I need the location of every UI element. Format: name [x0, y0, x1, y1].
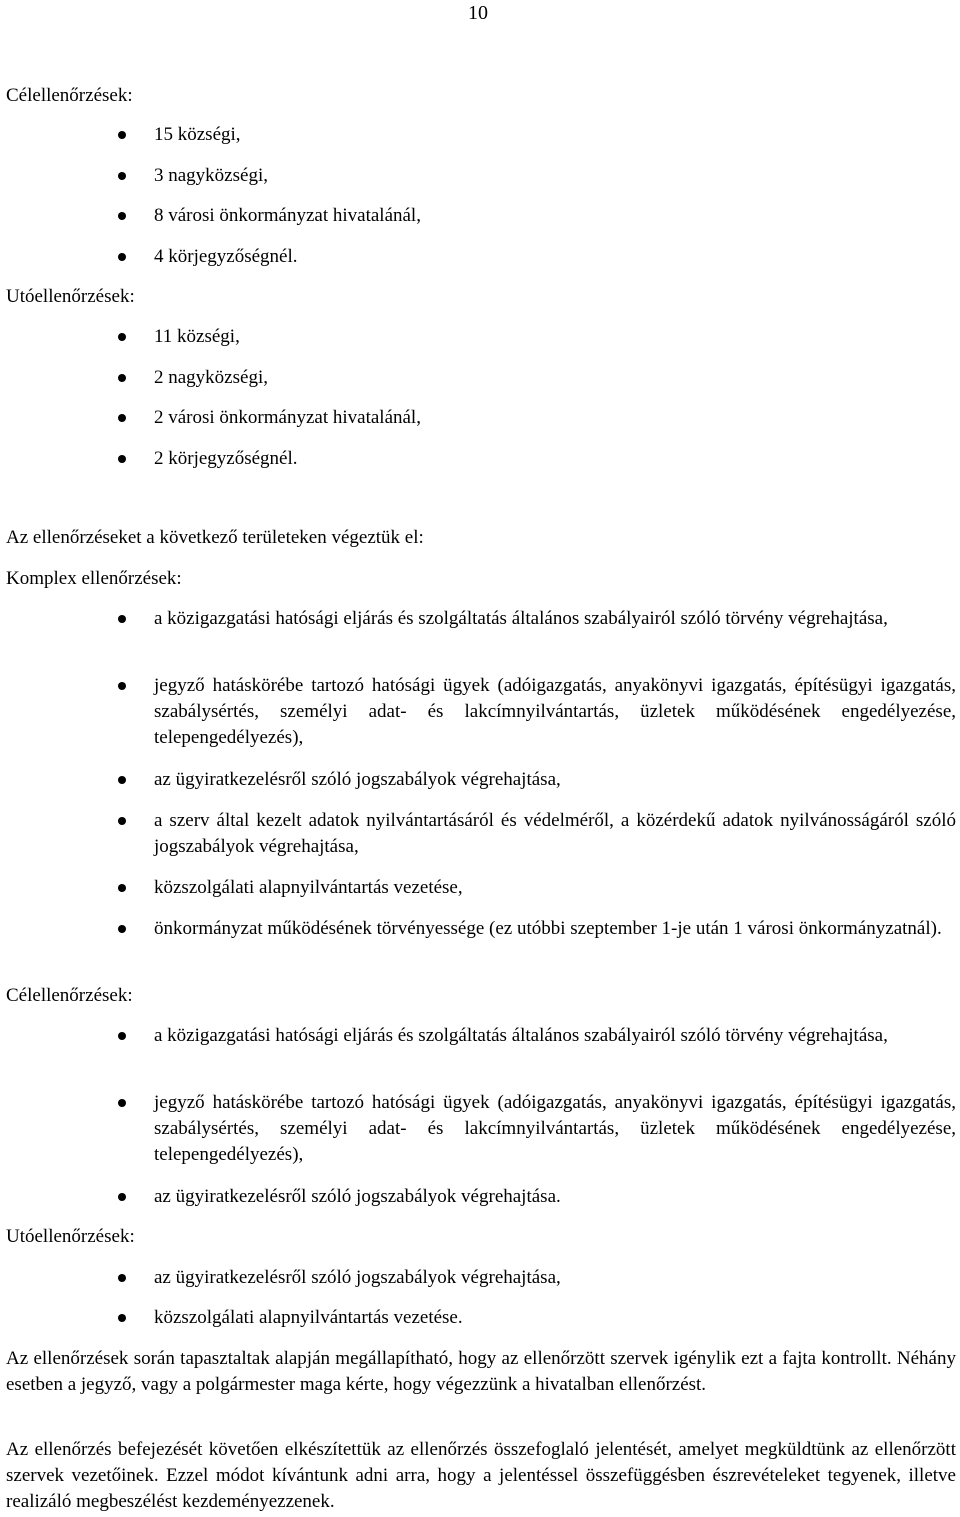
section-heading: Komplex ellenőrzések: — [6, 568, 182, 589]
bullet-icon — [118, 212, 126, 220]
summary-paragraph: Az ellenőrzés befejezését követően elkészítettük az ellenőrzés összefoglaló jelentését, amelyet megküldtünk az ellenőrzött szervek vezetőinek. Ezzel módot kívántunk adni arra, hogy a jelentéssel összefüggésben észrevételeket tegyenek, illetve realizáló megbeszélést kezdeményezzenek. — [6, 1439, 956, 1512]
section-heading: Utóellenőrzések: — [6, 1226, 135, 1247]
bullet-icon — [118, 1314, 126, 1322]
bullet-icon — [118, 172, 126, 180]
page-number: 10 — [468, 2, 488, 24]
bullet-icon — [118, 925, 126, 933]
bullet-icon — [118, 455, 126, 463]
bullet-icon — [118, 776, 126, 784]
bullet-icon — [118, 1193, 126, 1201]
bullet-icon — [118, 1032, 126, 1040]
bullet-icon — [118, 1099, 126, 1107]
bullet-icon — [118, 1274, 126, 1282]
bullet-icon — [118, 374, 126, 382]
summary-paragraph: Az ellenőrzések során tapasztaltak alapján megállapítható, hogy az ellenőrzött szervek igénylik ezt a fajta kontrollt. Néhány esetben a jegyző, vagy a polgármester maga kérte, hogy végezzünk a hivatalban ellenőrzést. — [6, 1348, 956, 1395]
bullet-icon — [118, 333, 126, 341]
section-heading: Utóellenőrzések: — [6, 286, 135, 307]
bullet-icon — [118, 131, 126, 139]
bullet-icon — [118, 884, 126, 892]
bullet-icon — [118, 414, 126, 422]
bullet-icon — [118, 253, 126, 261]
section-heading: Célellenőrzések: — [6, 85, 133, 106]
intro-text: Az ellenőrzéseket a következő területeken végeztük el: — [6, 527, 424, 548]
bullet-icon — [118, 817, 126, 825]
section-heading: Célellenőrzések: — [6, 985, 133, 1006]
bullet-icon — [118, 615, 126, 623]
bullet-icon — [118, 682, 126, 690]
